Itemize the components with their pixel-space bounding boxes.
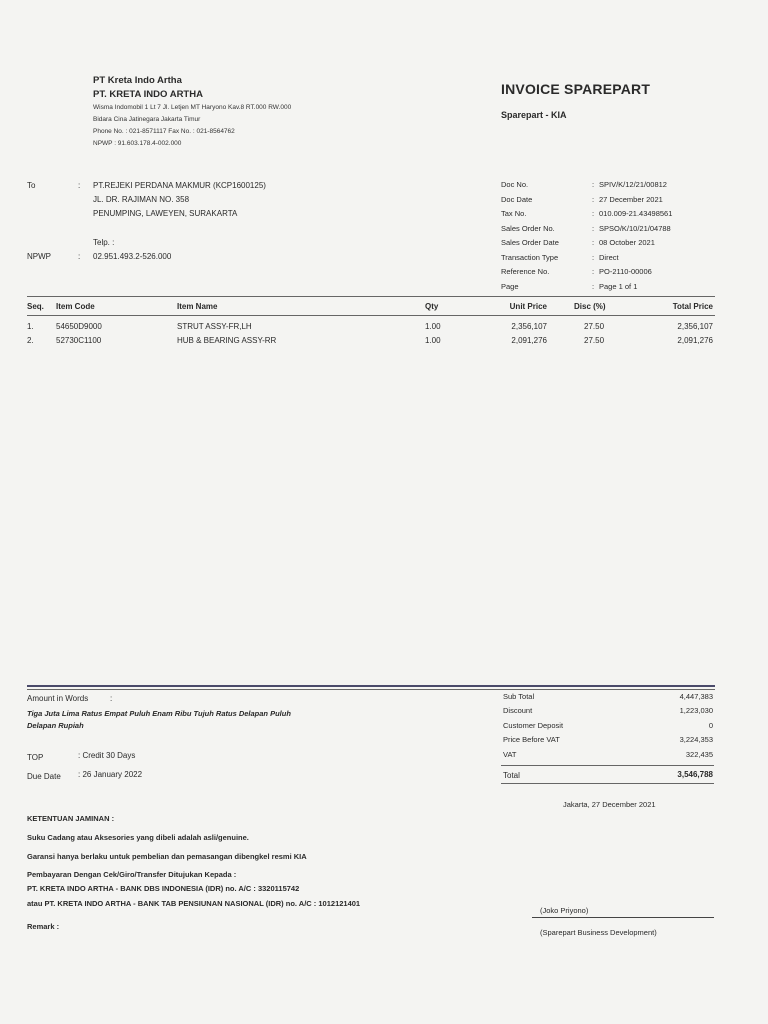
company-name: PT Kreta Indo Artha — [93, 75, 182, 86]
signature-line — [532, 917, 714, 918]
col-total-price: Total Price — [672, 302, 713, 311]
doc-info-colon: : — [592, 281, 595, 291]
payment-instruction: Pembayaran Dengan Cek/Giro/Transfer Ditujukan Kepada : — [27, 870, 237, 879]
summary-value: 322,435 — [685, 749, 713, 759]
doc-info-colon: : — [592, 267, 595, 276]
due-date-value: : 26 January 2022 — [78, 770, 143, 779]
summary-label: Price Before VAT — [503, 735, 560, 745]
doc-info-label: Doc No. — [501, 180, 529, 189]
customer-telp: Telp. : — [93, 238, 115, 247]
total-label: Total — [503, 771, 520, 780]
row-unit-price: 2,356,107 — [511, 322, 547, 331]
row-seq: 1. — [27, 322, 34, 331]
top-value: : Credit 30 Days — [78, 751, 136, 760]
amount-words-line2: Delapan Rupiah — [27, 721, 84, 730]
footer-second-rule — [27, 689, 715, 690]
summary-label: Sub Total — [503, 692, 535, 701]
signature-place-date: Jakarta, 27 December 2021 — [563, 800, 656, 809]
company-address-2: Bidara Cina Jatinegara Jakarta Timur — [93, 116, 201, 123]
col-item-name: Item Name — [177, 302, 218, 311]
npwp-label: NPWP — [27, 252, 51, 261]
doc-info-label: Sales Order No. — [501, 223, 555, 233]
table-header-rule — [27, 315, 715, 316]
to-label: To — [27, 181, 36, 190]
warranty-title: KETENTUAN JAMINAN : — [27, 814, 115, 823]
doc-info-colon: : — [592, 180, 595, 189]
warranty-line1: Suku Cadang atau Aksesories yang dibeli adalah asli/genuine. — [27, 833, 249, 842]
row-item-code: 54650D9000 — [56, 322, 102, 331]
invoice-title: INVOICE SPAREPART — [501, 81, 651, 97]
doc-info-value: Direct — [599, 252, 619, 262]
doc-info-value: 08 October 2021 — [599, 238, 655, 247]
row-qty: 1.00 — [425, 336, 441, 345]
col-item-code: Item Code — [56, 302, 95, 311]
customer-address-1: JL. DR. RAJIMAN NO. 358 — [93, 195, 190, 204]
summary-label: Discount — [503, 706, 533, 716]
doc-info-label: Page — [501, 281, 519, 291]
table-top-rule — [27, 296, 715, 297]
doc-info-label: Sales Order Date — [501, 238, 559, 247]
row-item-code: 52730C1100 — [56, 336, 102, 345]
row-item-name: HUB & BEARING ASSY-RR — [177, 336, 277, 345]
summary-value: 1,223,030 — [679, 706, 713, 716]
npwp-colon: : — [78, 252, 81, 261]
to-colon: : — [78, 181, 81, 190]
total-rule — [501, 783, 714, 784]
row-disc: 27.50 — [584, 336, 605, 345]
total-value: 3,546,788 — [677, 770, 713, 779]
doc-info-colon: : — [592, 238, 595, 247]
doc-info-colon: : — [592, 252, 595, 262]
customer-npwp: 02.951.493.2-526.000 — [93, 252, 172, 261]
doc-info-value: Page 1 of 1 — [599, 281, 638, 291]
col-unit-price: Unit Price — [509, 302, 547, 311]
doc-info-value: PO-2110-00006 — [599, 267, 652, 276]
col-qty: Qty — [425, 302, 439, 311]
doc-info-colon: : — [592, 223, 595, 233]
doc-info-value: 010.009-21.43498561 — [599, 209, 673, 218]
customer-address-2: PENUMPING, LAWEYEN, SURAKARTA — [93, 209, 238, 218]
row-disc: 27.50 — [584, 322, 605, 331]
signature-name: (Joko Priyono) — [540, 906, 589, 915]
doc-info-value: SPIV/K/12/21/00812 — [599, 180, 667, 189]
doc-info-label: Transaction Type — [501, 252, 559, 262]
doc-info-colon: : — [592, 194, 595, 204]
summary-label: Customer Deposit — [503, 720, 564, 730]
doc-info-label: Reference No. — [501, 267, 550, 276]
invoice-subtitle: Sparepart - KIA — [501, 110, 567, 120]
row-total-price: 2,356,107 — [677, 322, 713, 331]
company-legal-name: PT. KRETA INDO ARTHA — [93, 89, 203, 100]
company-address-1: Wisma Indomobil 1 Lt 7 Jl. Letjen MT Haryono Kav.8 RT.000 RW.000 — [93, 104, 292, 111]
row-item-name: STRUT ASSY-FR,LH — [177, 322, 252, 331]
col-seq: Seq. — [27, 302, 44, 311]
doc-info-value: 27 December 2021 — [599, 194, 663, 204]
summary-label: VAT — [503, 749, 517, 759]
doc-info-colon: : — [592, 209, 595, 218]
row-qty: 1.00 — [425, 322, 441, 331]
amount-words-label: Amount in Words — [27, 694, 89, 703]
doc-info-value: SPSO/K/10/21/04788 — [599, 223, 671, 233]
amount-words-line1: Tiga Juta Lima Ratus Empat Puluh Enam Ribu Tujuh Ratus Delapan Puluh — [27, 709, 291, 718]
customer-name: PT.REJEKI PERDANA MAKMUR (KCP1600125) — [93, 181, 266, 190]
company-phone: Phone No. : 021-8571117 Fax No. : 021-8564762 — [93, 128, 235, 135]
summary-value: 0 — [708, 720, 713, 730]
col-disc: Disc (%) — [574, 302, 606, 311]
payment-bank-1: PT. KRETA INDO ARTHA - BANK DBS INDONESIA (IDR) no. A/C : 3320115742 — [27, 884, 300, 893]
payment-bank-2: atau PT. KRETA INDO ARTHA - BANK TAB PENSIUNAN NASIONAL (IDR) no. A/C : 1012121401 — [27, 899, 361, 908]
warranty-line2: Garansi hanya berlaku untuk pembelian dan pemasangan dibengkel resmi KIA — [27, 852, 307, 861]
summary-rule — [501, 765, 714, 766]
due-date-label: Due Date — [27, 772, 61, 781]
row-total-price: 2,091,276 — [677, 336, 713, 345]
summary-value: 4,447,383 — [679, 692, 713, 701]
amount-words-colon: : — [110, 694, 113, 703]
top-label: TOP — [27, 753, 44, 762]
signature-role: (Sparepart Business Development) — [540, 928, 657, 937]
remark-label: Remark : — [27, 922, 60, 931]
doc-info-label: Tax No. — [501, 209, 527, 218]
company-npwp: NPWP : 91.603.178.4-002.000 — [93, 140, 182, 147]
footer-top-rule — [27, 685, 715, 687]
row-seq: 2. — [27, 336, 34, 345]
doc-info-label: Doc Date — [501, 194, 533, 204]
row-unit-price: 2,091,276 — [511, 336, 547, 345]
summary-value: 3,224,353 — [679, 735, 713, 745]
